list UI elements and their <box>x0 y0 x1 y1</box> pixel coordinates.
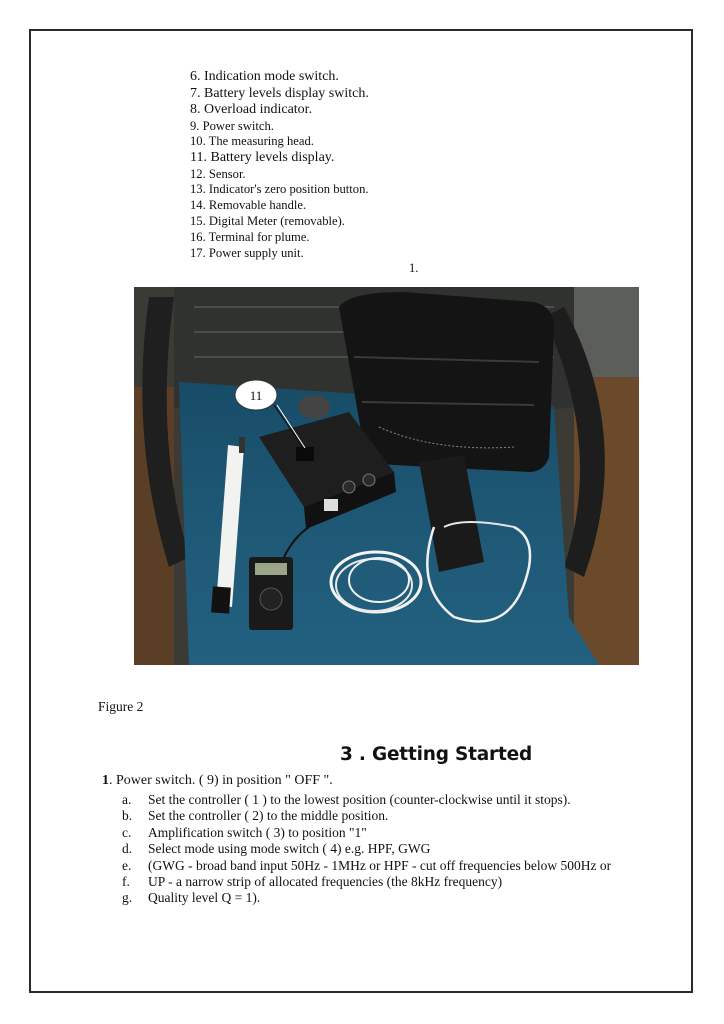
figure-number: 1. <box>409 261 419 275</box>
substep-label: c. <box>122 824 132 840</box>
battery-level-display <box>296 447 314 461</box>
parts-list <box>190 69 369 261</box>
substep-text: Set the controller ( 2) to the middle position. <box>148 808 389 824</box>
parts-list-item: 10. The measuring head. <box>190 134 314 149</box>
section-title: 3 . Getting Started <box>339 744 532 765</box>
substep-text: Amplification switch ( 3) to position "1" <box>148 824 367 840</box>
control-knob <box>363 474 375 486</box>
substep-item <box>122 825 611 841</box>
parts-list-item: 13. Indicator's zero position button. <box>190 182 369 197</box>
step-text: . Power switch. ( 9) in position " OFF ". <box>109 773 333 788</box>
measuring-head-lens <box>298 395 330 419</box>
parts-list-item: 8. Overload indicator. <box>190 102 313 117</box>
substep-text: Quality level Q = 1). <box>148 890 261 906</box>
substep-item <box>122 808 611 824</box>
parts-list-item: 11. Battery levels display. <box>190 150 335 166</box>
parts-list-item: 16. Terminal for plume. <box>190 229 310 244</box>
substep-item <box>122 858 611 874</box>
substep-text: (GWG - broad band input 50Hz - 1MHz or HPF - cut off frequencies below 500Hz or <box>148 857 612 873</box>
parts-list-item: 17. Power supply unit. <box>190 245 304 260</box>
substep-label: f. <box>122 874 130 890</box>
substep-list <box>122 792 611 907</box>
substep-label: a. <box>122 792 132 807</box>
substep-item <box>122 874 611 890</box>
substep-label: b. <box>122 808 133 824</box>
substep-item <box>122 841 611 857</box>
parts-list-item: 14. Removable handle. <box>190 198 307 213</box>
analog-meter <box>324 499 338 511</box>
parts-list-item: 9. Power switch. <box>190 118 274 133</box>
substep-label: e. <box>122 857 132 873</box>
parts-list-item: 12. Sensor. <box>190 166 246 181</box>
substep-item <box>122 792 611 808</box>
step-number: 1 <box>102 773 109 788</box>
parts-list-item: 7. Battery levels display switch. <box>190 85 369 101</box>
substep-label: d. <box>122 841 133 857</box>
substep-text: Select mode using mode switch ( 4) e.g. HPF, GWG <box>148 841 431 857</box>
substep-item <box>122 890 611 906</box>
equipment-photo <box>134 287 639 665</box>
parts-list-item: 6. Indication mode switch. <box>190 69 339 84</box>
substep-label: g. <box>122 890 133 906</box>
control-knob <box>343 481 355 493</box>
substep-text: UP - a narrow strip of allocated frequencies (the 8kHz frequency) <box>148 874 503 890</box>
callout-label: 11 <box>249 388 263 403</box>
substep-text: Set the controller ( 1 ) to the lowest position (counter-clockwise until it stops). <box>148 792 571 807</box>
figure-caption: Figure 2 <box>98 699 144 714</box>
parts-list-item: 15. Digital Meter (removable). <box>190 213 345 228</box>
step-1 <box>102 773 333 789</box>
